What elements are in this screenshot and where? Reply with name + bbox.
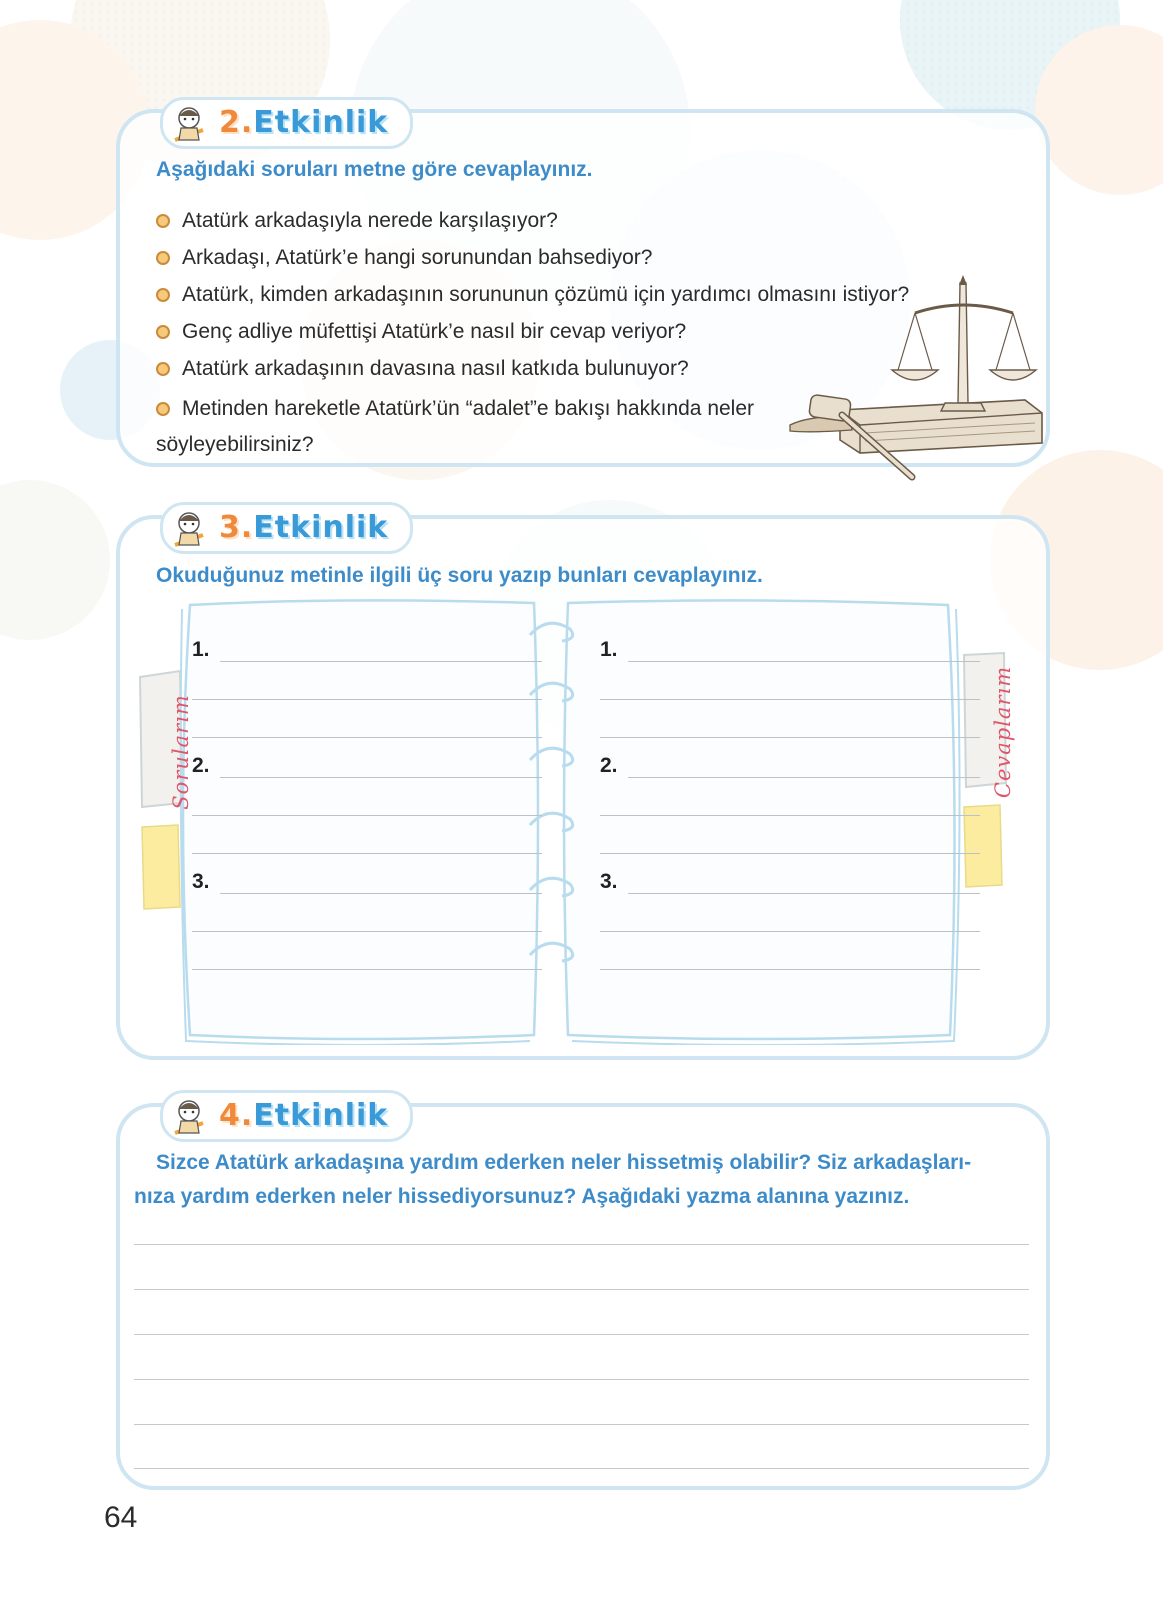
question-line[interactable]	[192, 940, 542, 976]
activity-4-instruction	[134, 1146, 1029, 1214]
bullet-icon	[156, 251, 170, 265]
line-number: 1.	[192, 638, 210, 661]
badge-word: Etkinlik	[253, 105, 389, 140]
question-text: Atatürk arkadaşının davasına nasıl katkıda bulunuyor?	[182, 357, 689, 380]
answer-line[interactable]	[600, 902, 980, 938]
list-item	[156, 206, 1016, 243]
answer-line[interactable]	[600, 824, 980, 860]
list-item	[156, 391, 796, 463]
line-number: 2.	[600, 754, 618, 777]
instruction-line-2: nıza yardım ederken neler hissediyorsunuz? Aşağıdaki yazma alanına yazınız.	[134, 1185, 910, 1208]
question-line[interactable]	[192, 670, 542, 706]
answer-line[interactable]	[600, 670, 980, 706]
badge-number: 2.	[219, 105, 254, 140]
question-text: Genç adliye müfettişi Atatürk’e nasıl bir cevap veriyor?	[182, 320, 687, 343]
activity-2-badge	[160, 97, 413, 149]
bullet-icon	[156, 362, 170, 376]
question-line-2[interactable]	[192, 748, 542, 784]
writing-line[interactable]	[134, 1379, 1029, 1380]
line-number: 3.	[600, 870, 618, 893]
bullet-icon	[156, 288, 170, 302]
question-line[interactable]	[192, 824, 542, 860]
activity-3-instruction: Okuduğunuz metinle ilgili üç soru yazıp bunları cevaplayınız.	[156, 564, 763, 587]
justice-scales-icon	[780, 275, 1060, 490]
student-mascot-icon	[169, 104, 209, 142]
line-number: 3.	[192, 870, 210, 893]
page-number: 64	[104, 1501, 138, 1534]
bullet-icon	[156, 402, 170, 416]
answer-line[interactable]	[600, 708, 980, 744]
writing-line[interactable]	[134, 1244, 1029, 1245]
writing-line[interactable]	[134, 1424, 1029, 1425]
question-text: Metinden hareketle Atatürk’ün “adalet”e bakışı hakkında neler söyleyebilirsiniz?	[156, 397, 755, 456]
student-mascot-icon	[169, 1097, 209, 1135]
badge-number: 3.	[219, 510, 254, 545]
badge-word: Etkinlik	[253, 1098, 389, 1133]
questions-tab-label: Sorularım	[168, 694, 193, 810]
badge-word: Etkinlik	[253, 510, 389, 545]
question-line-3[interactable]	[192, 864, 542, 900]
instruction-line-1: Sizce Atatürk arkadaşına yardım ederken neler hissetmiş olabilir? Siz arkadaşları-	[156, 1151, 972, 1174]
question-text: Atatürk, kimden arkadaşının sorununun çözümü için yardımcı olmasını istiyor?	[182, 283, 910, 306]
answer-line[interactable]	[600, 786, 980, 822]
question-line[interactable]	[192, 708, 542, 744]
badge-number: 4.	[219, 1098, 254, 1133]
activity-3-badge	[160, 502, 413, 554]
question-line-1[interactable]	[192, 632, 542, 668]
student-mascot-icon	[169, 509, 209, 547]
answer-line[interactable]	[600, 940, 980, 976]
answer-line-1[interactable]	[600, 632, 980, 668]
answer-line-3[interactable]	[600, 864, 980, 900]
answers-tab-label: Cevaplarım	[991, 665, 1016, 799]
line-number: 1.	[600, 638, 618, 661]
question-text: Arkadaşı, Atatürk’e hangi sorunundan bahsediyor?	[182, 246, 653, 269]
activity-2-instruction: Aşağıdaki soruları metne göre cevaplayınız.	[156, 158, 593, 181]
question-line[interactable]	[192, 786, 542, 822]
question-line[interactable]	[192, 902, 542, 938]
writing-line[interactable]	[134, 1468, 1029, 1469]
question-text: Atatürk arkadaşıyla nerede karşılaşıyor?	[182, 209, 558, 232]
writing-line[interactable]	[134, 1334, 1029, 1335]
answer-line-2[interactable]	[600, 748, 980, 784]
bullet-icon	[156, 214, 170, 228]
bullet-icon	[156, 325, 170, 339]
activity-4-badge	[160, 1090, 413, 1142]
writing-line[interactable]	[134, 1289, 1029, 1290]
line-number: 2.	[192, 754, 210, 777]
